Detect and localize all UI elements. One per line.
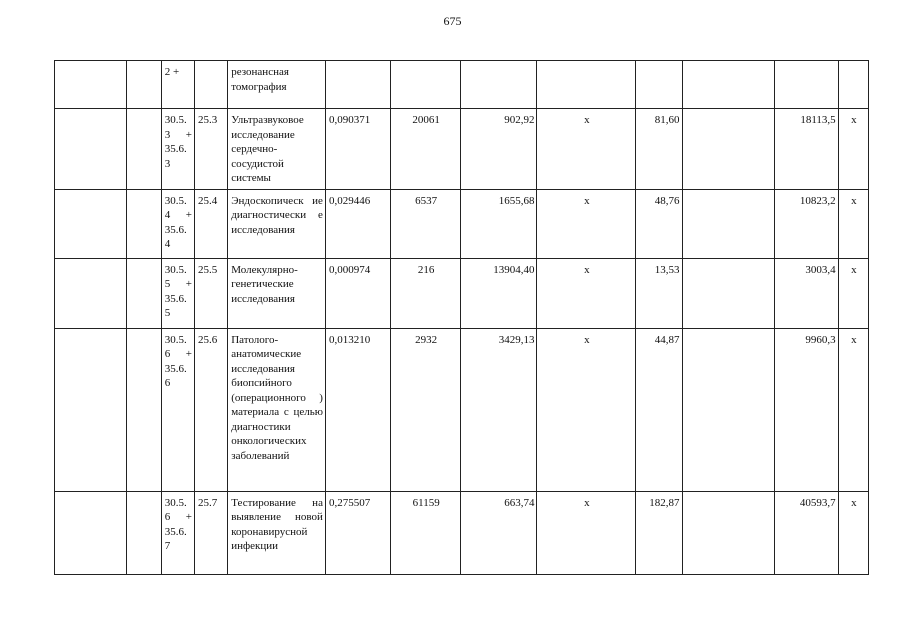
name-cell: резонансная томография: [228, 61, 326, 109]
table-row: [55, 258, 869, 328]
code-cell: 2 +: [161, 61, 194, 109]
norm-cell: 13,53: [636, 258, 682, 328]
x-cell: х: [537, 328, 636, 491]
norm-cell: [636, 61, 682, 109]
table-row: [55, 61, 869, 109]
cost-cell: [460, 61, 537, 109]
cost-cell: 663,74: [460, 491, 537, 574]
blank-cell: [682, 258, 775, 328]
cost-cell: 902,92: [460, 109, 537, 190]
x-cell: х: [838, 189, 868, 258]
volume-cell: 6537: [391, 189, 461, 258]
empty-cell: [126, 328, 161, 491]
number-cell: 25.5: [195, 258, 228, 328]
x-cell: х: [537, 109, 636, 190]
number-cell: 25.6: [195, 328, 228, 491]
coefficient-cell: 0,090371: [325, 109, 390, 190]
code-cell: 30.5. 6 + 35.6. 6: [161, 328, 194, 491]
sum-cell: 3003,4: [775, 258, 838, 328]
coefficient-cell: 0,000974: [325, 258, 390, 328]
x-cell: [838, 61, 868, 109]
blank-cell: [682, 189, 775, 258]
x-cell: х: [838, 258, 868, 328]
blank-cell: [682, 491, 775, 574]
name-cell: Ультразвуковое исследование сердечно- сосудистой системы: [228, 109, 326, 190]
sum-cell: 18113,5: [775, 109, 838, 190]
code-cell: 30.5. 6 + 35.6. 7: [161, 491, 194, 574]
norm-cell: 44,87: [636, 328, 682, 491]
volume-cell: 216: [391, 258, 461, 328]
empty-cell: [55, 109, 127, 190]
volume-cell: 2932: [391, 328, 461, 491]
blank-cell: [682, 328, 775, 491]
empty-cell: [126, 258, 161, 328]
table-row: [55, 189, 869, 258]
code-cell: 30.5. 4 + 35.6. 4: [161, 189, 194, 258]
norm-cell: 81,60: [636, 109, 682, 190]
cost-cell: 13904,40: [460, 258, 537, 328]
coefficient-cell: 0,029446: [325, 189, 390, 258]
empty-cell: [55, 328, 127, 491]
number-cell: 25.3: [195, 109, 228, 190]
x-cell: х: [537, 189, 636, 258]
data-table: [54, 60, 869, 575]
x-cell: х: [838, 328, 868, 491]
number-cell: 25.4: [195, 189, 228, 258]
cost-cell: 3429,13: [460, 328, 537, 491]
empty-cell: [55, 491, 127, 574]
x-cell: х: [537, 491, 636, 574]
coefficient-cell: 0,013210: [325, 328, 390, 491]
empty-cell: [55, 61, 127, 109]
volume-cell: 61159: [391, 491, 461, 574]
table-row: [55, 109, 869, 190]
name-cell: Молекулярно- генетические исследования: [228, 258, 326, 328]
name-cell: Эндоскопическ ие диагностически е исследования: [228, 189, 326, 258]
x-cell: [537, 61, 636, 109]
table-row: [55, 491, 869, 574]
code-cell: 30.5. 3 + 35.6. 3: [161, 109, 194, 190]
norm-cell: 182,87: [636, 491, 682, 574]
norm-cell: 48,76: [636, 189, 682, 258]
sum-cell: 40593,7: [775, 491, 838, 574]
code-cell: 30.5. 5 + 35.6. 5: [161, 258, 194, 328]
empty-cell: [55, 189, 127, 258]
table-row: [55, 328, 869, 491]
volume-cell: [391, 61, 461, 109]
name-cell: Тестирование на выявление новой коронавирусной инфекции: [228, 491, 326, 574]
x-cell: х: [838, 491, 868, 574]
empty-cell: [126, 189, 161, 258]
blank-cell: [682, 109, 775, 190]
blank-cell: [682, 61, 775, 109]
table-body: [55, 61, 869, 575]
page-number: 675: [443, 14, 462, 28]
coefficient-cell: [325, 61, 390, 109]
number-cell: [195, 61, 228, 109]
x-cell: х: [537, 258, 636, 328]
x-cell: х: [838, 109, 868, 190]
name-cell: Патолого- анатомические исследования биопсийного (операционного ) материала с целью диагностики онкологических заболеваний: [228, 328, 326, 491]
empty-cell: [126, 109, 161, 190]
empty-cell: [126, 491, 161, 574]
coefficient-cell: 0,275507: [325, 491, 390, 574]
volume-cell: 20061: [391, 109, 461, 190]
sum-cell: 10823,2: [775, 189, 838, 258]
empty-cell: [55, 258, 127, 328]
number-cell: 25.7: [195, 491, 228, 574]
sum-cell: 9960,3: [775, 328, 838, 491]
sum-cell: [775, 61, 838, 109]
empty-cell: [126, 61, 161, 109]
cost-cell: 1655,68: [460, 189, 537, 258]
